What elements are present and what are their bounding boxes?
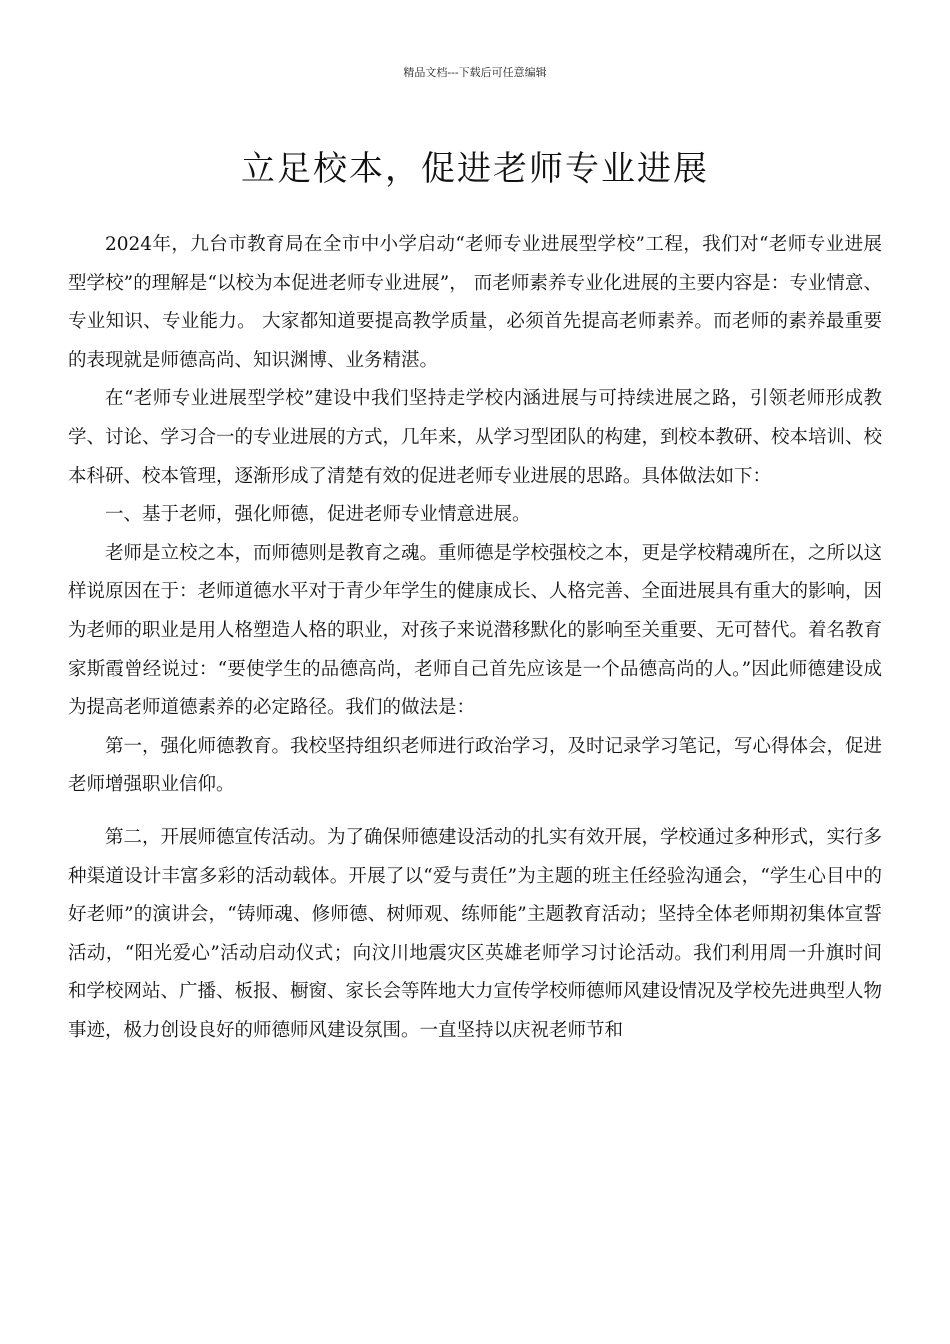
section-heading: 一、基于老师，强化师德，促进老师专业情意进展。: [105, 504, 531, 526]
document-body: [68, 226, 882, 1050]
paragraph: 第二，开展师德宣传活动。为了确保师德建设活动的扎实有效开展，学校通过多种形式，实行多种渠道设计丰富多彩的活动载体。开展了以“爱与责任”为主题的班主任经验沟通会，“学生心目中的好老师”的演讲会，“铸师魂、修师德、树师观、练师能”主题教育活动；坚持全体老师期初集体宣誓活动，“阳光爱心”活动启动仪式；向汶川地震灾区英雄老师学习讨论活动。我们利用周一升旗时间和学校网站、广播、板报、橱窗、家长会等阵地大力宣传学校师德师风建设情况及学校先进典型人物事迹，极力创设良好的师德师风建设氛围。一直坚持以庆祝老师节和: [68, 826, 883, 1041]
paragraph: 在“老师专业进展型学校”建设中我们坚持走学校内涵进展与可持续进展之路，引领老师形成教学、讨论、学习合一的专业进展的方式，几年来，从学习型团队的构建，到校本教研、校本培训、校本科研、校本管理，逐渐形成了清楚有效的促进老师专业进展的思路。具体做法如下：: [68, 388, 883, 487]
paragraph: 第一，强化师德教育。我校坚持组织老师进行政治学习，及时记录学习笔记，写心得体会，促进老师增强职业信仰。: [68, 735, 883, 796]
paragraph: 2024年，九台市教育局在全市中小学启动“老师专业进展型学校”工程，我们对“老师专业进展型学校”的理解是“以校为本促进老师专业进展”， 而老师素养专业化进展的主要内容是：专业情意、专业知识、专业能力。 大家都知道要提高教学质量，必须首先提高老师素养。而老师的素养最重要的表现就是师德高尚、知识渊博、业务精湛。: [68, 234, 882, 371]
header-note: 精品文档---下载后可任意编辑: [403, 66, 547, 79]
document-title: 立足校本，促进老师专业进展: [241, 149, 709, 189]
paragraph: 老师是立校之本，而师德则是教育之魂。重师德是学校强校之本，更是学校精魂所在，之所以这样说原因在于：老师道德水平对于青少年学生的健康成长、人格完善、全面进展具有重大的影响，因为老师的职业是用人格塑造人格的职业，对孩子来说潜移默化的影响至关重要、无可替代。着名教育家斯霞曾经说过：“要使学生的品德高尚，老师自己首先应该是一个品德高尚的人。”因此师德建设成为提高老师道德素养的必定路径。我们的做法是：: [68, 542, 883, 719]
